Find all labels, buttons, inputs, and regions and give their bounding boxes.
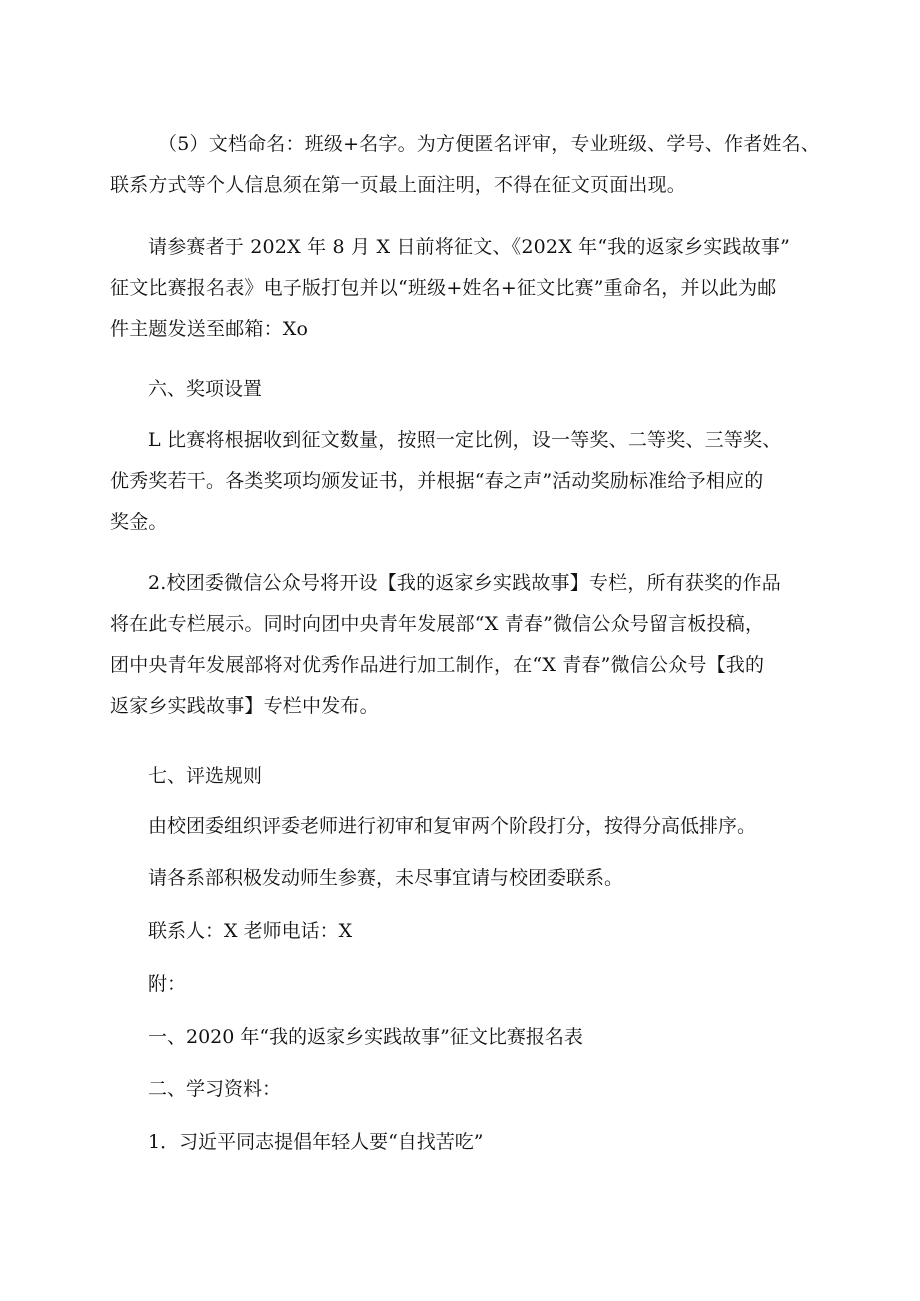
text-line: 返家乡实践故事】专栏中发布。 — [110, 695, 379, 717]
text-line: 联系方式等个人信息须在第一页最上面注明，不得在征文页面出现。 — [110, 174, 687, 196]
text-line: （5）文档命名：班级+名字。为方便匿名评审，专业班级、学号、作者姓名、 — [158, 133, 821, 155]
text-line: 件主题发送至邮箱：Xo — [110, 318, 309, 340]
text-line: 将在此专栏展示。同时向团中央青年发展部“X 青春”微信公众号留言板投稿， — [110, 613, 765, 635]
text-line: 请参赛者于 202X 年 8 月 X 日前将征文、《202X 年“我的返家乡实践故事” — [148, 236, 791, 258]
paragraph-awards-2 — [110, 563, 820, 727]
text-line: 团中央青年发展部将对优秀作品进行加工制作，在“X 青春”微信公众号【我的 — [110, 654, 765, 676]
paragraph-notice: 请各系部积极发动师生参赛，未尽事宜请与校团委联系。 — [148, 867, 624, 889]
paragraph-contact: 联系人：X 老师电话：X — [148, 920, 353, 942]
section-heading-awards: 六、奖项设置 — [148, 378, 263, 400]
paragraph-awards-1 — [110, 420, 820, 543]
text-line: L 比赛将根据收到征文数量，按照一定比例，设一等奖、二等奖、三等奖、 — [148, 429, 782, 451]
section-heading-rules: 七、评选规则 — [148, 765, 263, 787]
text-line: 优秀奖若干。各类奖项均颁发证书，并根据“春之声”活动奖励标准给予相应的 — [110, 470, 764, 492]
appendix-item-2: 二、学习资料： — [148, 1078, 282, 1100]
appendix-item-1: 一、2020 年“我的返家乡实践故事”征文比赛报名表 — [148, 1026, 583, 1048]
text-line: 奖金。 — [110, 511, 168, 533]
text-line: 2.校团委微信公众号将开设【我的返家乡实践故事】专栏，所有获奖的作品 — [148, 572, 781, 594]
text-line: 征文比赛报名表》电子版打包并以“班级+姓名+征文比赛”重命名，并以此为邮 — [110, 277, 777, 299]
paragraph-submission — [110, 227, 820, 350]
paragraph-rules: 由校团委组织评委老师进行初审和复审两个阶段打分，按得分高低排序。 — [148, 815, 757, 837]
paragraph-file-naming — [110, 124, 820, 206]
paragraph-appendix-label: 附： — [148, 973, 187, 995]
study-material-item-1: 1．习近平同志提倡年轻人要“自找苦吃” — [148, 1131, 484, 1153]
